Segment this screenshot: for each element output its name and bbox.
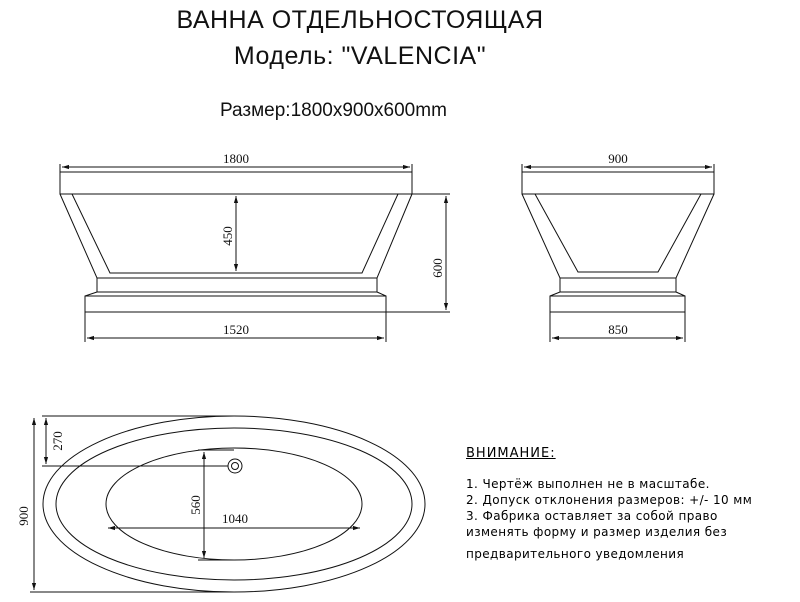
note-item: 3. Фабрика оставляет за собой право — [466, 509, 718, 523]
label-850: 850 — [608, 322, 628, 337]
front-rim — [60, 172, 412, 194]
plan-view — [30, 416, 425, 592]
label-1800: 1800 — [223, 151, 249, 166]
notes-heading: ВНИМАНИЕ: — [466, 446, 556, 461]
label-450: 450 — [220, 226, 235, 246]
plan-outer-ellipse — [43, 416, 425, 592]
label-900-top: 900 — [608, 151, 628, 166]
drain-inner — [232, 463, 239, 470]
label-270: 270 — [50, 431, 65, 451]
label-1040: 1040 — [222, 511, 248, 526]
note-item: 2. Допуск отклонения размеров: +/- 10 мм — [466, 493, 753, 507]
side-view — [522, 164, 714, 342]
label-560: 560 — [188, 495, 203, 515]
notes-list — [466, 476, 752, 562]
label-900-plan: 900 — [16, 506, 31, 526]
label-1520: 1520 — [223, 322, 249, 337]
note-item: предварительного уведомления — [466, 547, 685, 561]
side-plinth — [550, 278, 685, 312]
note-item: изменять форму и размер изделия без — [466, 525, 728, 539]
drain-outer — [228, 459, 242, 473]
note-item: 1. Чертёж выполнен не в масштабе. — [466, 477, 710, 491]
plan-inner-ellipse — [106, 448, 362, 560]
front-plinth — [85, 278, 386, 312]
side-inner-wall — [535, 194, 701, 272]
side-outer-body — [522, 194, 714, 278]
drawing-title: ВАННА ОТДЕЛЬНОСТОЯЩАЯ — [176, 6, 544, 34]
overall-size: Размер:1800x900x600mm — [220, 100, 447, 121]
front-view — [60, 164, 450, 342]
side-rim — [522, 172, 714, 194]
front-inner-wall — [72, 194, 398, 273]
model-name: Модель: "VALENCIA" — [233, 42, 487, 70]
label-600: 600 — [430, 258, 445, 278]
